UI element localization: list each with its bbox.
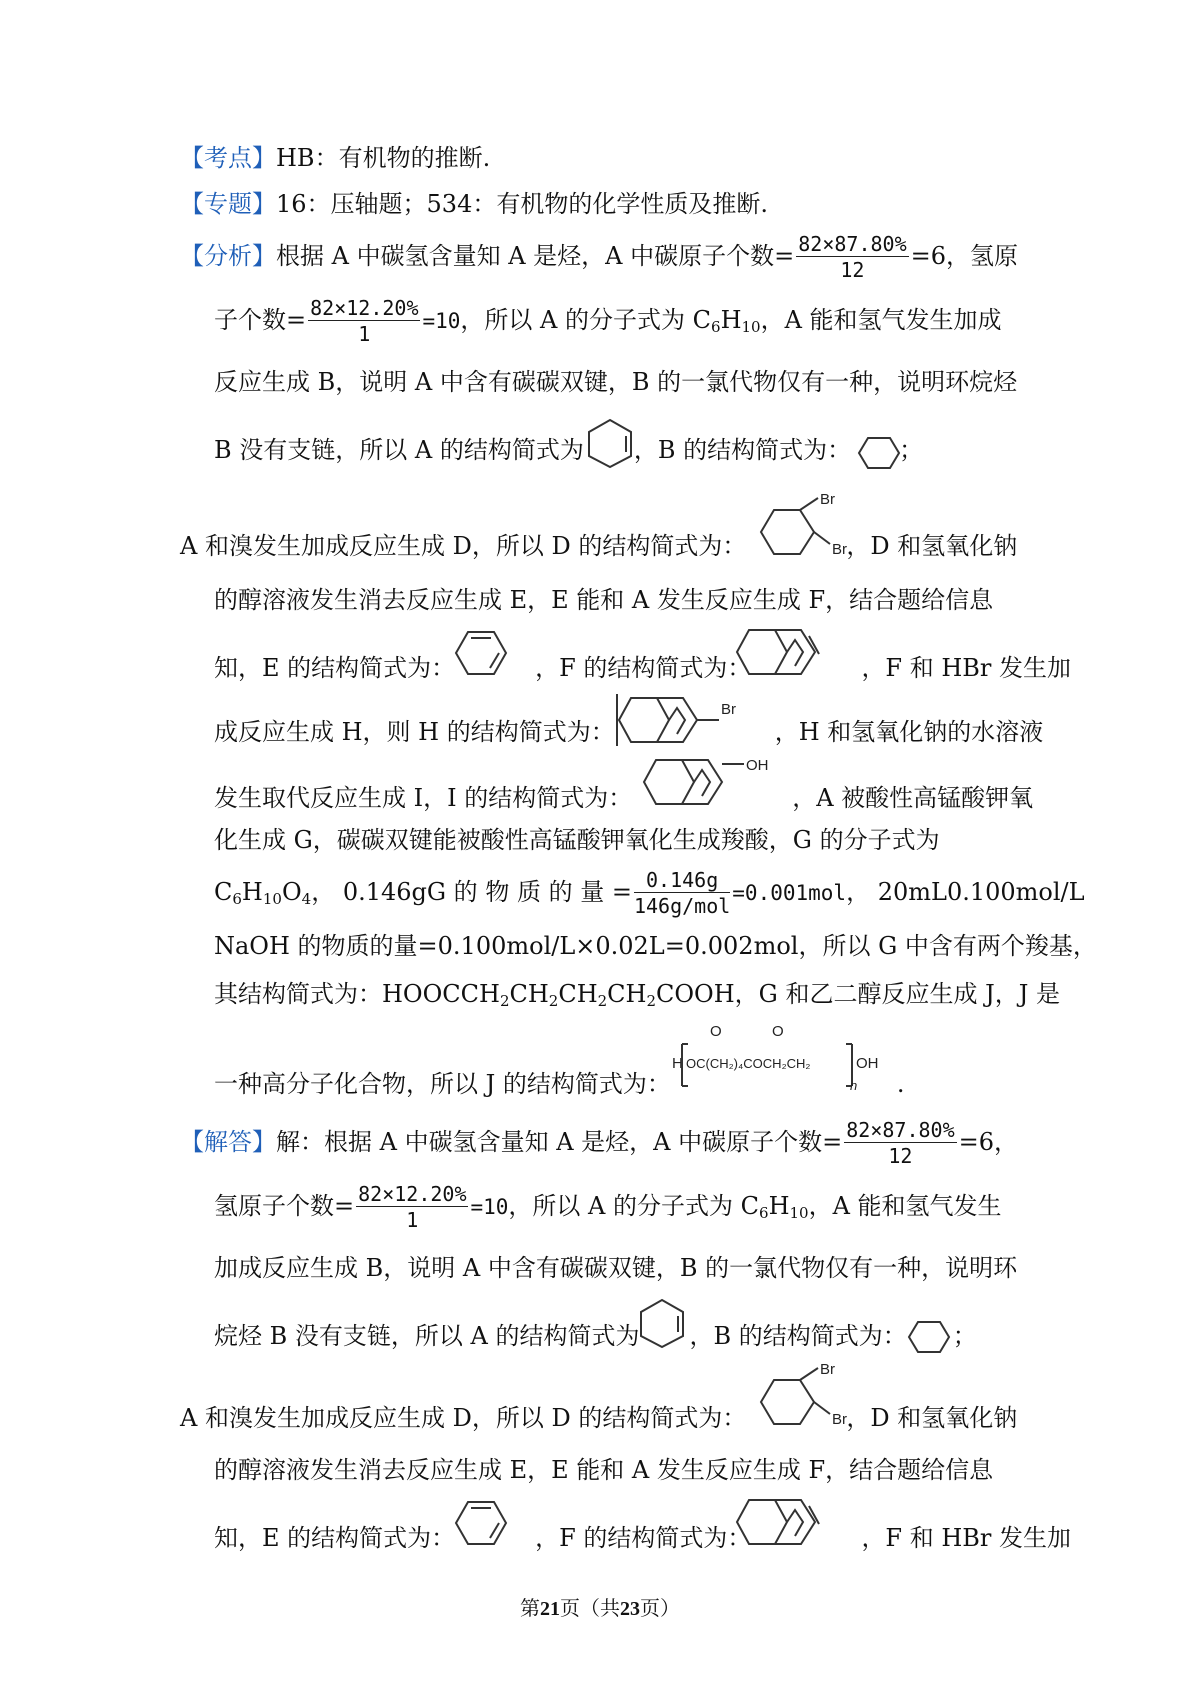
fraction (308, 296, 420, 347)
fraction-denominator: 1 (406, 1208, 419, 1232)
subscript: 6 (759, 1204, 769, 1222)
subscript: 2 (548, 992, 559, 1010)
fenxi-text: ，H 和氢氧化钠的水溶液 (774, 718, 1044, 746)
fenxi-text: ； (899, 436, 924, 464)
fraction-denominator: 12 (888, 1144, 913, 1168)
total-pages-number: 23 (620, 1598, 640, 1620)
fenxi-text: 知，E 的结构简式为： (214, 654, 456, 682)
subscript: 10 (262, 890, 282, 908)
fenxi-text: 化生成 G，碳碳双键能被酸性高锰酸钾氧化生成羧酸，G 的分子式为 (214, 826, 940, 854)
fenxi-line-5 (180, 528, 1017, 568)
jieda-line-1 (180, 1118, 1019, 1168)
jieda-text: ，所以 A 的分子式为 C (508, 1192, 760, 1220)
cyclohexene-structure (585, 418, 635, 468)
fenxi-line-7 (214, 650, 1071, 690)
dibromocyclohexane-structure (760, 1362, 870, 1442)
jieda-text: ，A 能和氢气发生 (808, 1192, 1002, 1220)
fenxi-text: ， 20mL0.100mol/L (846, 878, 1085, 906)
subscript: 2 (597, 992, 608, 1010)
cyclohexene-structure (637, 1298, 687, 1348)
fenxi-text: CH (509, 980, 549, 1008)
zhuanti-text: 16：压轴题；534：有机物的化学性质及推断. (276, 190, 768, 218)
jieda-line-6 (214, 1452, 993, 1492)
jieda-text: A 和溴发生加成反应生成 D，所以 D 的结构简式为： (180, 1404, 747, 1432)
fenxi-text: ，F 和 HBr 发生加 (861, 654, 1072, 682)
fraction-denominator: 146g/mol (633, 894, 731, 918)
fenxi-text: B 没有支链，所以 A 的结构简式为 (214, 436, 584, 464)
polymer-repeat-unit: OC(CH₂)₄COCH₂CH₂ (686, 1056, 811, 1071)
fenxi-text: COOH，G 和乙二醇反应生成 J，J 是 (656, 980, 1060, 1008)
zhuanti-tag: 【专题】 (180, 190, 276, 218)
bromine-label: Br (832, 541, 847, 558)
fenxi-text: 子个数= (214, 306, 307, 334)
jieda-text: 烷烃 B 没有支链，所以 A 的结构简式为 (214, 1322, 640, 1350)
jieda-text: 知，E 的结构简式为： (214, 1524, 456, 1552)
fenxi-line-9 (214, 780, 1033, 820)
jieda-text: H (768, 1192, 790, 1220)
fenxi-text: 反应生成 B，说明 A 中含有碳碳双键，B 的一氯代物仅有一种，说明环烷烃 (214, 368, 1018, 396)
oxygen-label: O (772, 1023, 784, 1040)
fenxi-line-4 (214, 432, 923, 472)
jieda-text: 解：根据 A 中碳氢含量知 A 是烃，A 中碳原子个数= (276, 1128, 843, 1156)
zhuanti-line (180, 186, 768, 226)
jieda-text: 氢原子个数= (214, 1192, 355, 1220)
fenxi-text: 成反应生成 H，则 H 的结构简式为： (214, 718, 615, 746)
fenxi-text: H (241, 878, 263, 906)
fenxi-line-13 (214, 976, 1060, 1016)
fraction-numerator: 82×12.20% (358, 1182, 467, 1206)
jieda-text: ； (952, 1322, 977, 1350)
fenxi-text: H (720, 306, 742, 334)
jieda-line-5 (180, 1400, 1017, 1440)
fenxi-line-12 (214, 928, 1097, 968)
bromine-label: Br (820, 491, 835, 508)
subscript: 2 (646, 992, 657, 1010)
fenxi-text: ， 0.146gG 的 物 质 的 量 = (311, 878, 632, 906)
fraction-numerator: 82×87.80% (798, 232, 907, 256)
footer-text: 页） (640, 1596, 680, 1620)
fenxi-line-11 (214, 868, 1085, 918)
fenxi-text: . (896, 1070, 905, 1098)
fraction-numerator: 0.146g (634, 868, 730, 893)
fenxi-text: 发生取代反应生成 I，I 的结构简式为： (214, 784, 633, 812)
fenxi-line-1 (180, 232, 1019, 282)
kaodian-text: HB：有机物的推断. (276, 144, 491, 172)
fraction (796, 232, 908, 283)
bromine-label: Br (721, 701, 736, 718)
subscript: 10 (789, 1204, 809, 1222)
current-page-number: 21 (540, 1598, 560, 1620)
cyclohexadiene-structure (455, 630, 507, 676)
fraction (844, 1118, 956, 1169)
kaodian-line (180, 140, 490, 180)
jieda-line-3 (214, 1250, 1017, 1290)
fraction-numerator: 82×12.20% (310, 296, 419, 320)
jieda-text: ，B 的结构简式为： (689, 1322, 907, 1350)
bromine-label: Br (832, 1411, 847, 1428)
fenxi-text: ，A 被酸性高锰酸钾氧 (792, 784, 1034, 812)
fenxi-text: 的醇溶液发生消去反应生成 E，E 能和 A 发生反应生成 F，结合题给信息 (214, 586, 994, 614)
jieda-text: =6， (958, 1128, 1019, 1156)
subscript: 6 (232, 890, 242, 908)
cyclohexane-structure (858, 436, 900, 470)
cyclohexadiene-structure (455, 1500, 507, 1546)
hydrogen-label: H (672, 1055, 683, 1072)
jieda-text: 的醇溶液发生消去反应生成 E，E 能和 A 发生反应生成 F，结合题给信息 (214, 1456, 994, 1484)
repeat-count-label: n (850, 1078, 858, 1093)
jieda-line-2 (214, 1182, 1002, 1232)
fenxi-text: A 和溴发生加成反应生成 D，所以 D 的结构简式为： (180, 532, 747, 560)
fenxi-tag: 【分析】 (180, 242, 276, 270)
cyclohexane-structure (908, 1320, 950, 1354)
dibromocyclohexane-structure (760, 492, 870, 572)
jieda-text: 加成反应生成 B，说明 A 中含有碳碳双键，B 的一氯代物仅有一种，说明环 (214, 1254, 1018, 1282)
fenxi-text: O (281, 878, 302, 906)
fraction-numerator: 82×87.80% (846, 1118, 955, 1142)
fenxi-text: C (214, 878, 233, 906)
hydroxyl-label: OH (746, 757, 769, 774)
fenxi-line-3 (214, 364, 1017, 404)
subscript: 2 (499, 992, 510, 1010)
fenxi-text: 一种高分子化合物，所以 J 的结构简式为： (214, 1070, 671, 1098)
bromine-label: Br (820, 1361, 835, 1378)
fraction (634, 868, 730, 919)
fenxi-text: ，A 能和氢气发生加成 (760, 306, 1002, 334)
fenxi-text: 其结构简式为：HOOCCH (214, 980, 500, 1008)
jieda-line-7 (214, 1520, 1071, 1560)
polyester-structure (672, 1022, 892, 1092)
fenxi-line-10 (214, 822, 940, 862)
fenxi-text: ，D 和氢氧化钠 (846, 532, 1018, 560)
fraction (356, 1182, 468, 1233)
page-footer (0, 1592, 1200, 1621)
fraction-denominator: 12 (840, 258, 865, 282)
fenxi-text: CH (607, 980, 647, 1008)
subscript: 6 (711, 318, 721, 336)
fraction-result: =0.001mol (732, 881, 847, 905)
hydroxyl-label: OH (856, 1055, 879, 1072)
fenxi-text: ，所以 A 的分子式为 C (460, 306, 712, 334)
kaodian-tag: 【考点】 (180, 144, 276, 172)
bicyclic-adduct-structure (735, 626, 835, 678)
fraction-denominator: 1 (358, 322, 371, 346)
jieda-text: ，F 和 HBr 发生加 (861, 1524, 1072, 1552)
fenxi-text: =6，氢原 (910, 242, 1019, 270)
fenxi-text: NaOH 的物质的量=0.100mol/L×0.02L=0.002mol，所以 G 中含有两个羧基， (214, 932, 1097, 960)
fenxi-text: ，F 的结构简式为： (535, 654, 752, 682)
fenxi-line-2 (214, 296, 1002, 346)
bromo-adduct-structure (615, 690, 755, 750)
fraction-result: =10 (470, 1195, 509, 1219)
fraction-result: =10 (422, 309, 461, 333)
subscript: 10 (741, 318, 761, 336)
jieda-line-4 (214, 1318, 977, 1358)
fenxi-line-6 (214, 582, 993, 622)
fenxi-text: ，B 的结构简式为： (633, 436, 852, 464)
oxygen-label: O (710, 1023, 722, 1040)
jieda-text: ，D 和氢氧化钠 (846, 1404, 1018, 1432)
jieda-text: ，F 的结构简式为： (535, 1524, 752, 1552)
bicyclic-adduct-structure (735, 1496, 835, 1548)
fenxi-text: 根据 A 中碳氢含量知 A 是烃，A 中碳原子个数= (276, 242, 795, 270)
footer-text: 页（共 (560, 1596, 620, 1620)
subscript: 4 (301, 890, 312, 908)
hydroxy-adduct-structure (640, 752, 780, 812)
fenxi-text: CH (558, 980, 598, 1008)
footer-text: 第 (520, 1596, 540, 1620)
jieda-tag: 【解答】 (180, 1128, 276, 1156)
